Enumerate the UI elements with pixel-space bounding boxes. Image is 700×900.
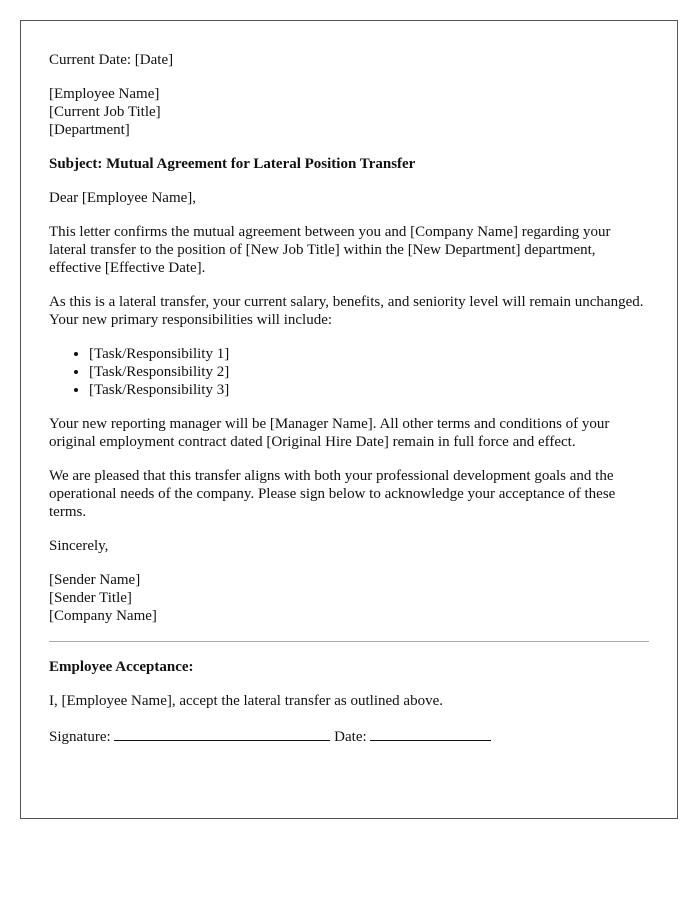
signature-label: Signature: (49, 729, 111, 745)
closing: Sincerely, (49, 538, 109, 554)
subject-line: Subject: Mutual Agreement for Lateral Position Transfer (49, 156, 416, 172)
body-paragraph-2: As this is a lateral transfer, your current salary, benefits, and seniority level will remain unchanged. Your new primary responsibilities will include: (49, 294, 644, 328)
sender-company: [Company Name] (49, 608, 157, 624)
signature-row (49, 726, 649, 746)
task-item: • [Task/Responsibility 1] (89, 345, 649, 363)
recipient-job-title: [Current Job Title] (49, 104, 161, 120)
task-item: • [Task/Responsibility 2] (89, 363, 649, 381)
current-date: Current Date: [Date] (49, 52, 174, 68)
date-line[interactable] (370, 726, 491, 741)
recipient-department: [Department] (49, 122, 130, 138)
date-label: Date: (334, 729, 367, 745)
body-paragraph-1: This letter confirms the mutual agreement between you and [Company Name] regarding your lateral transfer to the position of [New Job Title] within the [New Department] department, effective [Effective Date]. (49, 224, 611, 276)
section-divider (49, 641, 649, 642)
recipient-name: [Employee Name] (49, 86, 160, 102)
task-list (49, 345, 649, 399)
acceptance-heading: Employee Acceptance: (49, 659, 194, 675)
task-item: • [Task/Responsibility 3] (89, 381, 649, 399)
body-paragraph-3: Your new reporting manager will be [Manager Name]. All other terms and conditions of your original employment contract dated [Original Hire Date] remain in full force and effect. (49, 416, 610, 450)
body-paragraph-4: We are pleased that this transfer aligns with both your professional development goals and the operational needs of the company. Please sign below to acknowledge your acceptance of these terms. (49, 468, 616, 520)
sender-block (49, 571, 649, 625)
recipient-address (49, 85, 649, 139)
letter-document (20, 20, 678, 819)
acceptance-statement: I, [Employee Name], accept the lateral transfer as outlined above. (49, 693, 443, 709)
sender-name: [Sender Name] (49, 572, 141, 588)
salutation: Dear [Employee Name], (49, 190, 197, 206)
sender-title: [Sender Title] (49, 590, 132, 606)
signature-line[interactable] (114, 726, 330, 741)
